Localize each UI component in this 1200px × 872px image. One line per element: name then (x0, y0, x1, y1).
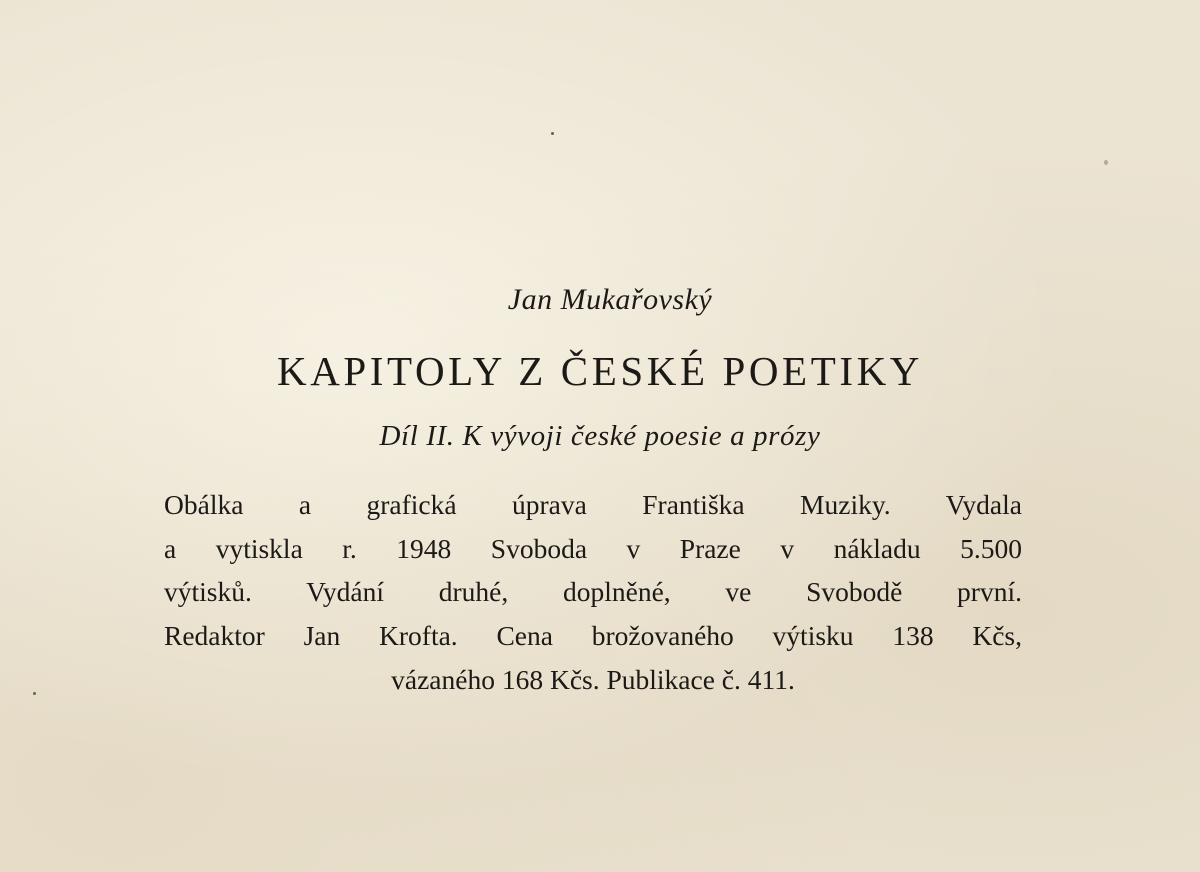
colophon-line: výtisků. Vydání druhé, doplněné, ve Svobodě první. (164, 576, 1022, 608)
colophon-line: Obálka a grafická úprava Františka Muziky. Vydala (164, 489, 1022, 520)
paper-speck (1104, 160, 1108, 165)
author-name: Jan Mukařovský (507, 283, 713, 316)
colophon-line: a vytiskla r. 1948 Svoboda v Praze v nákladu 5.500 (164, 532, 1022, 564)
colophon (164, 483, 1022, 702)
volume-subtitle: Díl II. K vývoji české poesie a prózy (379, 420, 821, 452)
paper-speck (551, 132, 554, 135)
paper-speck (33, 692, 36, 695)
colophon-line: vázaného 168 Kčs. Publikace č. 411. (391, 663, 795, 695)
colophon-line: Redaktor Jan Krofta. Cena brožovaného výtisku 138 Kčs, (164, 620, 1022, 652)
book-title: KAPITOLY Z ČESKÉ POETIKY (276, 348, 924, 394)
